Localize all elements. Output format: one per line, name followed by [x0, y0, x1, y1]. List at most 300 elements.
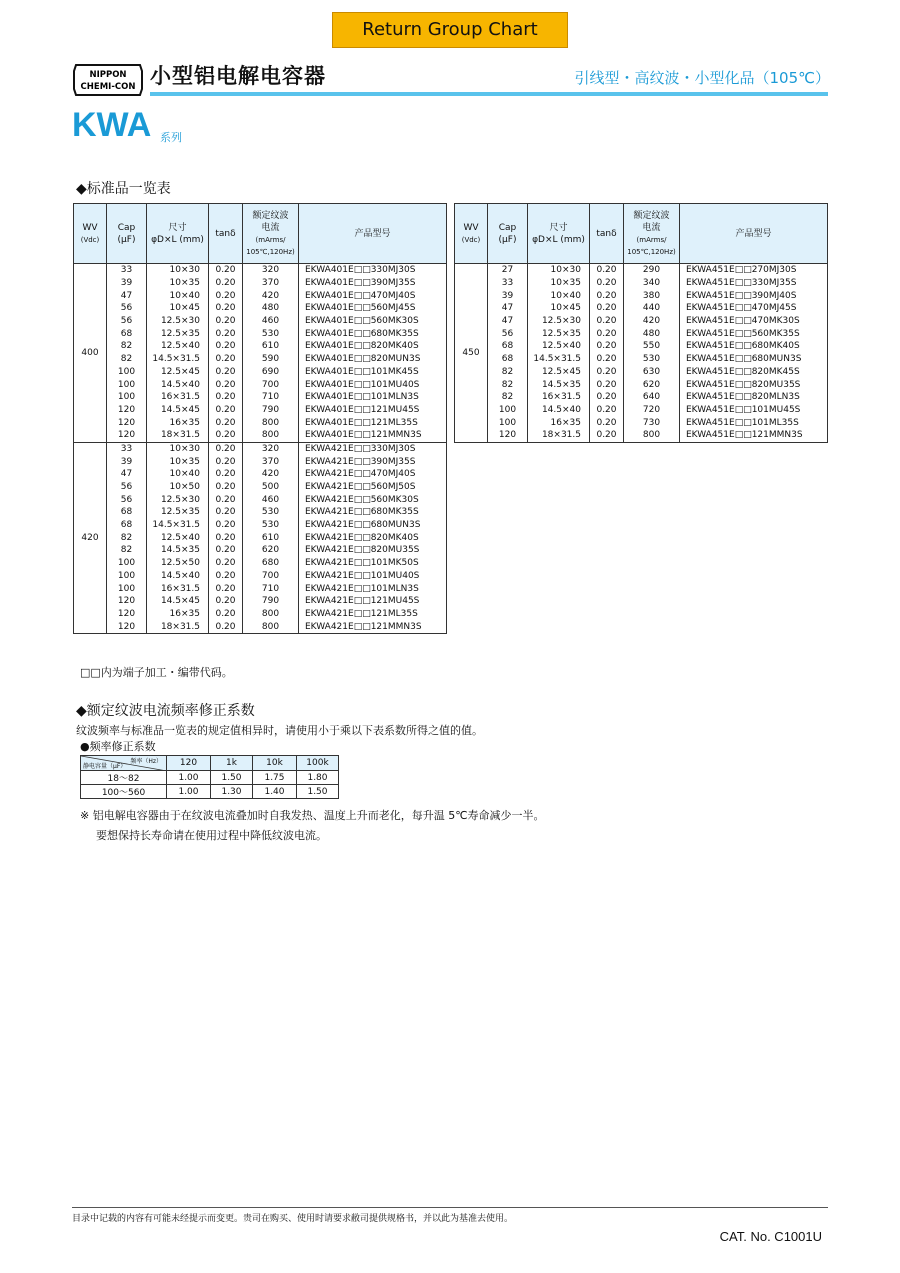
col-cap: Cap (μF): [107, 204, 147, 264]
tan-delta-cell: 0.20: [209, 506, 243, 519]
ripple-note-line2: 要想保持长寿命请在使用过程中降低纹波电流。: [96, 829, 327, 842]
tan-delta-cell: 0.20: [209, 595, 243, 608]
table-row: [74, 340, 447, 353]
part-number-cell: EKWA401E□□680MK35S: [299, 327, 447, 340]
ripple-current-cell: 340: [624, 277, 680, 290]
size-cell: 16×31.5: [528, 391, 590, 404]
table-row: [74, 264, 447, 277]
part-number-cell: EKWA421E□□820MK40S: [299, 531, 447, 544]
capacitance-cell: 82: [107, 340, 147, 353]
table-row: [455, 289, 828, 302]
tan-delta-cell: 0.20: [209, 289, 243, 302]
ripple-current-cell: 800: [624, 429, 680, 442]
capacitance-cell: 68: [107, 327, 147, 340]
part-number-cell: EKWA451E□□680MUN3S: [680, 353, 828, 366]
footer-divider: [72, 1207, 828, 1208]
size-cell: 10×35: [528, 277, 590, 290]
size-cell: 14.5×40: [528, 404, 590, 417]
table-row: [74, 493, 447, 506]
col-ripple: 额定纹波 电流 (mArms/ 105℃,120Hz): [243, 204, 299, 264]
ripple-current-cell: 380: [624, 289, 680, 302]
size-cell: 10×40: [147, 289, 209, 302]
table-row: [74, 327, 447, 340]
tan-delta-cell: 0.20: [209, 531, 243, 544]
tan-delta-cell: 0.20: [590, 429, 624, 442]
table-row: [455, 264, 828, 277]
tan-delta-cell: 0.20: [209, 519, 243, 532]
table-row: [74, 620, 447, 633]
capacitance-cell: 100: [488, 416, 528, 429]
part-number-cell: EKWA421E□□560MJ50S: [299, 481, 447, 494]
ripple-correction-heading: ◆额定纹波电流频率修正系数: [76, 703, 255, 719]
page-subtitle: 引线型・高纹波・小型化品（105℃）: [574, 69, 830, 87]
capacitance-cell: 120: [107, 620, 147, 633]
capacitance-cell: 47: [488, 302, 528, 315]
size-cell: 14.5×31.5: [147, 519, 209, 532]
table-row: [74, 378, 447, 391]
capacitance-cell: 33: [107, 264, 147, 277]
size-cell: 12.5×45: [528, 366, 590, 379]
size-cell: 14.5×31.5: [147, 353, 209, 366]
wv-cell: 400: [74, 264, 107, 443]
size-cell: 12.5×50: [147, 557, 209, 570]
ripple-current-cell: 460: [243, 493, 299, 506]
table-row: [74, 455, 447, 468]
ripple-current-cell: 320: [243, 264, 299, 277]
tan-delta-cell: 0.20: [209, 264, 243, 277]
coefficient-cell: 1.50: [211, 771, 253, 785]
catalog-number: CAT. No. C1001U: [719, 1229, 822, 1244]
size-cell: 14.5×35: [528, 378, 590, 391]
part-number-cell: EKWA421E□□101MK50S: [299, 557, 447, 570]
col-part: 产品型号: [680, 204, 828, 264]
size-cell: 14.5×45: [147, 595, 209, 608]
capacitance-cell: 39: [488, 289, 528, 302]
size-cell: 10×45: [528, 302, 590, 315]
col-tan: tanδ: [590, 204, 624, 264]
tan-delta-cell: 0.20: [209, 468, 243, 481]
freq-header: 10k: [253, 756, 297, 771]
table-row: [74, 442, 447, 455]
table-row: [74, 302, 447, 315]
ripple-current-cell: 800: [243, 416, 299, 429]
part-number-cell: EKWA401E□□390MJ35S: [299, 277, 447, 290]
ripple-current-cell: 480: [624, 327, 680, 340]
size-cell: 12.5×30: [147, 493, 209, 506]
tan-delta-cell: 0.20: [590, 404, 624, 417]
capacitance-cell: 120: [107, 404, 147, 417]
standard-list-table-right: [454, 203, 828, 443]
coefficient-cell: 1.00: [167, 785, 211, 799]
tan-delta-cell: 0.20: [209, 404, 243, 417]
ripple-current-cell: 610: [243, 531, 299, 544]
size-cell: 12.5×35: [147, 506, 209, 519]
table-row: [74, 582, 447, 595]
tan-delta-cell: 0.20: [590, 416, 624, 429]
capacitance-cell: 39: [107, 277, 147, 290]
tan-delta-cell: 0.20: [209, 340, 243, 353]
capacitance-cell: 82: [107, 353, 147, 366]
capacitance-cell: 56: [107, 302, 147, 315]
tan-delta-cell: 0.20: [590, 378, 624, 391]
size-cell: 16×35: [147, 416, 209, 429]
size-cell: 16×31.5: [147, 391, 209, 404]
ripple-current-cell: 420: [243, 468, 299, 481]
tan-delta-cell: 0.20: [209, 481, 243, 494]
size-cell: 12.5×35: [147, 327, 209, 340]
part-number-cell: EKWA401E□□820MUN3S: [299, 353, 447, 366]
tan-delta-cell: 0.20: [209, 315, 243, 328]
part-number-cell: EKWA421E□□101MLN3S: [299, 582, 447, 595]
part-number-cell: EKWA401E□□101MLN3S: [299, 391, 447, 404]
size-cell: 12.5×40: [147, 340, 209, 353]
tan-delta-cell: 0.20: [209, 557, 243, 570]
part-number-cell: EKWA421E□□680MUN3S: [299, 519, 447, 532]
table-row: [74, 519, 447, 532]
capacitance-cell: 120: [107, 429, 147, 442]
ripple-current-cell: 460: [243, 315, 299, 328]
freq-header: 100k: [297, 756, 339, 771]
series-suffix: 系列: [160, 131, 182, 144]
tan-delta-cell: 0.20: [590, 315, 624, 328]
capacitance-cell: 120: [488, 429, 528, 442]
table-row: [74, 416, 447, 429]
part-number-cell: EKWA421E□□680MK35S: [299, 506, 447, 519]
part-number-cell: EKWA451E□□270MJ30S: [680, 264, 828, 277]
table-row: [74, 404, 447, 417]
capacitance-cell: 68: [488, 353, 528, 366]
capacitance-cell: 56: [107, 493, 147, 506]
capacitance-cell: 56: [488, 327, 528, 340]
size-cell: 12.5×35: [528, 327, 590, 340]
col-part: 产品型号: [299, 204, 447, 264]
size-cell: 12.5×30: [528, 315, 590, 328]
capacitance-cell: 47: [488, 315, 528, 328]
tan-delta-cell: 0.20: [209, 442, 243, 455]
table-row: [455, 353, 828, 366]
tan-delta-cell: 0.20: [209, 455, 243, 468]
capacitance-cell: 100: [107, 557, 147, 570]
part-number-cell: EKWA451E□□680MK40S: [680, 340, 828, 353]
table-row: [74, 391, 447, 404]
tan-delta-cell: 0.20: [209, 302, 243, 315]
part-number-cell: EKWA451E□□330MJ35S: [680, 277, 828, 290]
part-number-cell: EKWA451E□□121MMN3S: [680, 429, 828, 442]
part-number-cell: EKWA401E□□560MK30S: [299, 315, 447, 328]
col-ripple: 额定纹波 电流 (mArms/ 105℃,120Hz): [624, 204, 680, 264]
capacitance-cell: 47: [107, 289, 147, 302]
tan-delta-cell: 0.20: [590, 366, 624, 379]
wv-cell: 420: [74, 442, 107, 633]
col-tan: tanδ: [209, 204, 243, 264]
tan-delta-cell: 0.20: [209, 582, 243, 595]
ripple-current-cell: 530: [624, 353, 680, 366]
table-row: [455, 327, 828, 340]
col-size: 尺寸 φD×L (mm): [528, 204, 590, 264]
ripple-current-cell: 700: [243, 570, 299, 583]
freq-header: 1k: [211, 756, 253, 771]
part-number-cell: EKWA451E□□470MK30S: [680, 315, 828, 328]
part-number-cell: EKWA421E□□330MJ30S: [299, 442, 447, 455]
size-cell: 18×31.5: [147, 620, 209, 633]
ripple-current-cell: 800: [243, 620, 299, 633]
size-cell: 14.5×45: [147, 404, 209, 417]
ripple-current-cell: 530: [243, 327, 299, 340]
table-row: [74, 315, 447, 328]
return-group-chart-button[interactable]: Return Group Chart: [332, 12, 568, 48]
coefficient-cell: 1.80: [297, 771, 339, 785]
ripple-current-cell: 800: [243, 429, 299, 442]
coefficient-cell: 1.40: [253, 785, 297, 799]
part-number-cell: EKWA401E□□101MK45S: [299, 366, 447, 379]
ripple-current-cell: 790: [243, 404, 299, 417]
table-row: [455, 404, 828, 417]
nippon-chemi-con-logo: [72, 62, 144, 98]
capacitance-cell: 100: [488, 404, 528, 417]
capacitance-cell: 56: [107, 481, 147, 494]
ripple-current-cell: 720: [624, 404, 680, 417]
footer-disclaimer: 目录中记载的内容有可能未经提示而变更。贵司在购买、使用时请要求敝司提供规格书，并以此为基准去使用。: [72, 1214, 514, 1224]
size-cell: 16×31.5: [147, 582, 209, 595]
capacitance-cell: 82: [488, 391, 528, 404]
ripple-current-cell: 370: [243, 455, 299, 468]
ripple-current-cell: 550: [624, 340, 680, 353]
size-cell: 14.5×40: [147, 570, 209, 583]
wv-cell: 450: [455, 264, 488, 443]
part-number-cell: EKWA421E□□121MMN3S: [299, 620, 447, 633]
table-row: [74, 353, 447, 366]
part-number-cell: EKWA401E□□121ML35S: [299, 416, 447, 429]
tan-delta-cell: 0.20: [590, 353, 624, 366]
ripple-current-cell: 320: [243, 442, 299, 455]
capacitance-range: 18～82: [81, 771, 167, 785]
tan-delta-cell: 0.20: [209, 327, 243, 340]
tan-delta-cell: 0.20: [590, 340, 624, 353]
table-row: [455, 366, 828, 379]
capacitance-range: 100～560: [81, 785, 167, 799]
capacitance-cell: 100: [107, 378, 147, 391]
capacitance-cell: 33: [107, 442, 147, 455]
capacitance-cell: 120: [107, 608, 147, 621]
capacitance-cell: 68: [107, 506, 147, 519]
table-row: [455, 378, 828, 391]
table-row: [455, 391, 828, 404]
capacitance-cell: 47: [107, 468, 147, 481]
part-number-cell: EKWA421E□□121MU45S: [299, 595, 447, 608]
ripple-current-cell: 500: [243, 481, 299, 494]
table-row: [455, 416, 828, 429]
tan-delta-cell: 0.20: [590, 302, 624, 315]
ripple-current-cell: 620: [243, 544, 299, 557]
ripple-current-cell: 680: [243, 557, 299, 570]
size-cell: 16×35: [147, 608, 209, 621]
ripple-current-cell: 530: [243, 519, 299, 532]
coefficient-cell: 1.75: [253, 771, 297, 785]
tan-delta-cell: 0.20: [209, 608, 243, 621]
table-row: [74, 468, 447, 481]
size-cell: 16×35: [528, 416, 590, 429]
ripple-notes: [80, 806, 545, 846]
col-size: 尺寸 φD×L (mm): [147, 204, 209, 264]
part-number-cell: EKWA401E□□560MJ45S: [299, 302, 447, 315]
tan-delta-cell: 0.20: [209, 391, 243, 404]
table-row: [455, 429, 828, 442]
ripple-current-cell: 290: [624, 264, 680, 277]
logo-line2: CHEMI-CON: [80, 82, 136, 92]
col-cap: Cap (μF): [488, 204, 528, 264]
ripple-current-cell: 440: [624, 302, 680, 315]
part-number-cell: EKWA451E□□101ML35S: [680, 416, 828, 429]
part-number-cell: EKWA401E□□121MU45S: [299, 404, 447, 417]
part-number-cell: EKWA451E□□820MU35S: [680, 378, 828, 391]
capacitance-cell: 56: [107, 315, 147, 328]
part-number-cell: EKWA421E□□121ML35S: [299, 608, 447, 621]
table-row: [455, 277, 828, 290]
ripple-current-cell: 420: [243, 289, 299, 302]
capacitance-cell: 82: [488, 366, 528, 379]
frequency-coefficient-subheading: ●频率修正系数: [80, 740, 156, 753]
part-number-cell: EKWA401E□□330MJ30S: [299, 264, 447, 277]
tan-delta-cell: 0.20: [209, 366, 243, 379]
size-cell: 18×31.5: [147, 429, 209, 442]
coefficient-cell: 1.00: [167, 771, 211, 785]
table-row: [74, 531, 447, 544]
size-cell: 12.5×30: [147, 315, 209, 328]
ripple-current-cell: 800: [243, 608, 299, 621]
tan-delta-cell: 0.20: [590, 289, 624, 302]
capacitance-cell: 100: [107, 570, 147, 583]
part-number-cell: EKWA421E□□390MJ35S: [299, 455, 447, 468]
table-row: [74, 570, 447, 583]
capacitance-cell: 39: [107, 455, 147, 468]
tan-delta-cell: 0.20: [209, 544, 243, 557]
ripple-current-cell: 610: [243, 340, 299, 353]
coefficient-cell: 1.30: [211, 785, 253, 799]
table-row: [74, 289, 447, 302]
ripple-current-cell: 690: [243, 366, 299, 379]
tan-delta-cell: 0.20: [209, 429, 243, 442]
frequency-coefficient-table: [80, 755, 339, 799]
ripple-current-cell: 620: [624, 378, 680, 391]
table-row: [455, 315, 828, 328]
ripple-current-cell: 530: [243, 506, 299, 519]
part-number-cell: EKWA451E□□101MU45S: [680, 404, 828, 417]
tan-delta-cell: 0.20: [209, 353, 243, 366]
part-number-cell: EKWA401E□□101MU40S: [299, 378, 447, 391]
part-number-cell: EKWA451E□□470MJ45S: [680, 302, 828, 315]
ripple-current-cell: 710: [243, 582, 299, 595]
size-cell: 12.5×40: [528, 340, 590, 353]
tan-delta-cell: 0.20: [590, 327, 624, 340]
size-cell: 10×35: [147, 455, 209, 468]
table-row: [74, 277, 447, 290]
ripple-current-cell: 640: [624, 391, 680, 404]
size-cell: 10×30: [528, 264, 590, 277]
capacitance-cell: 68: [488, 340, 528, 353]
ripple-correction-description: 纹波频率与标准品一览表的规定值相异时，请使用小于乘以下表系数所得之值的值。: [76, 724, 483, 737]
table-row: [74, 608, 447, 621]
capacitance-cell: 100: [107, 366, 147, 379]
capacitance-cell: 82: [488, 378, 528, 391]
ripple-current-cell: 700: [243, 378, 299, 391]
ripple-current-cell: 710: [243, 391, 299, 404]
part-number-cell: EKWA401E□□121MMN3S: [299, 429, 447, 442]
page-title: 小型铝电解电容器: [150, 64, 326, 88]
standard-list-heading: ◆标准品一览表: [76, 181, 171, 197]
table-row: [74, 595, 447, 608]
tan-delta-cell: 0.20: [209, 570, 243, 583]
part-number-cell: EKWA401E□□820MK40S: [299, 340, 447, 353]
part-number-cell: EKWA421E□□101MU40S: [299, 570, 447, 583]
logo-line1: NIPPON: [89, 70, 127, 80]
capacitance-cell: 68: [107, 519, 147, 532]
capacitance-cell: 120: [107, 595, 147, 608]
tan-delta-cell: 0.20: [209, 620, 243, 633]
table-row: [74, 481, 447, 494]
terminal-code-note: □□内为端子加工・编带代码。: [80, 666, 233, 679]
capacitance-cell: 100: [107, 391, 147, 404]
capacitance-cell: 33: [488, 277, 528, 290]
coefficient-cell: 1.50: [297, 785, 339, 799]
capacitance-cell: 27: [488, 264, 528, 277]
ripple-current-cell: 420: [624, 315, 680, 328]
capacitance-cell: 82: [107, 531, 147, 544]
table-row: [455, 302, 828, 315]
col-wv: WV (Vdc): [74, 204, 107, 264]
standard-list-table-left: [73, 203, 447, 634]
series-name: KWA: [72, 106, 152, 144]
size-cell: 14.5×35: [147, 544, 209, 557]
tan-delta-cell: 0.20: [209, 416, 243, 429]
freq-header: 120: [167, 756, 211, 771]
part-number-cell: EKWA451E□□560MK35S: [680, 327, 828, 340]
part-number-cell: EKWA451E□□390MJ40S: [680, 289, 828, 302]
size-cell: 10×35: [147, 277, 209, 290]
part-number-cell: EKWA421E□□560MK30S: [299, 493, 447, 506]
col-wv: WV (Vdc): [455, 204, 488, 264]
capacitance-cell: 100: [107, 582, 147, 595]
capacitance-cell: 120: [107, 416, 147, 429]
part-number-cell: EKWA451E□□820MK45S: [680, 366, 828, 379]
size-cell: 10×30: [147, 442, 209, 455]
table-row: [74, 544, 447, 557]
title-divider: [150, 92, 828, 96]
table-row: [74, 506, 447, 519]
tan-delta-cell: 0.20: [590, 391, 624, 404]
ripple-note-line1: ※ 铝电解电容器由于在纹波电流叠加时自我发热、温度上升而老化，每升温 5℃寿命减少一半。: [80, 809, 545, 822]
tan-delta-cell: 0.20: [590, 277, 624, 290]
size-cell: 10×30: [147, 264, 209, 277]
ripple-current-cell: 790: [243, 595, 299, 608]
ripple-current-cell: 590: [243, 353, 299, 366]
tan-delta-cell: 0.20: [209, 493, 243, 506]
part-number-cell: EKWA421E□□470MJ40S: [299, 468, 447, 481]
corner-cell: 频率（Hz） 静电容量（μF）: [81, 756, 167, 771]
size-cell: 10×50: [147, 481, 209, 494]
size-cell: 18×31.5: [528, 429, 590, 442]
size-cell: 12.5×40: [147, 531, 209, 544]
ripple-current-cell: 630: [624, 366, 680, 379]
size-cell: 14.5×31.5: [528, 353, 590, 366]
table-row: [74, 557, 447, 570]
size-cell: 10×40: [147, 468, 209, 481]
part-number-cell: EKWA451E□□820MLN3S: [680, 391, 828, 404]
part-number-cell: EKWA401E□□470MJ40S: [299, 289, 447, 302]
part-number-cell: EKWA421E□□820MU35S: [299, 544, 447, 557]
size-cell: 10×45: [147, 302, 209, 315]
tan-delta-cell: 0.20: [590, 264, 624, 277]
ripple-current-cell: 730: [624, 416, 680, 429]
